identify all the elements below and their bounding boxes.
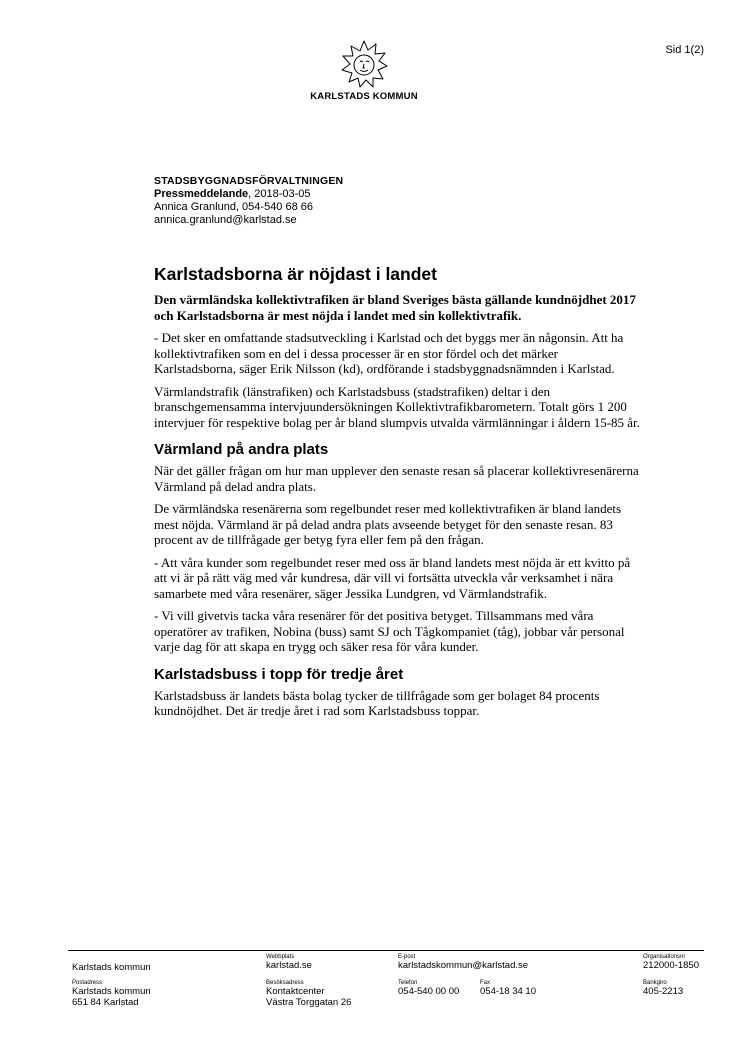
footer-email-label: E-post bbox=[398, 954, 416, 960]
footer-fax-label: Fax bbox=[480, 980, 491, 986]
footer-visit-address bbox=[266, 980, 351, 1008]
footer-postal-line: 651 84 Karlstad bbox=[72, 996, 139, 1008]
section-heading: Värmland på andra plats bbox=[154, 441, 329, 458]
paragraph: Karlstadsbuss är landets bästa bolag tycker de tillfrågade som ger bolaget 84 procents kundnöjdhet. Det är tredje året i rad som Karlstadsbuss toppar. bbox=[154, 687, 600, 718]
contact-email: annica.granlund@karlstad.se bbox=[154, 214, 297, 226]
paragraph: - Att våra kunder som regelbundet reser med oss är bland landets mest nöjda är ett kvitto på att vi är på rätt väg med vår kundresa, där vill vi fortsätta utveckla vår verksamhet i nära samarbete med våra resenärer, säger Jessika Lundgren, vd Värmlandstrafik. bbox=[154, 554, 631, 601]
footer-divider bbox=[68, 950, 704, 951]
section-heading: Karlstadsbuss i topp för tredje året bbox=[154, 665, 404, 683]
article-title: Karlstadsborna är nöjdast i landet bbox=[154, 264, 437, 284]
footer-org-number bbox=[643, 954, 699, 972]
footer-fax-value: 054-18 34 10 bbox=[480, 986, 536, 997]
footer-org-value: Karlstads kommun bbox=[72, 962, 151, 973]
department-name: STADSBYGGNADSFÖRVALTNINGEN bbox=[154, 175, 344, 187]
footer-email bbox=[398, 954, 528, 972]
press-release-line bbox=[154, 188, 574, 201]
footer-phone-label: Telefon bbox=[398, 980, 418, 986]
paragraph: De värmländska resenärerna som regelbundet reser med kollektivtrafiken är bland landets mest nöjda. Värmland är på delad andra plats avseende betyget för den senaste resan. 83 procent av de tillfrågade ger betyg fyra eller fem på den frågan. bbox=[154, 501, 622, 547]
footer-email-value: karlstadskommun@karlstad.se bbox=[398, 960, 529, 971]
press-date: , 2018-03-05 bbox=[248, 188, 311, 200]
footer-website-label: Webbplats bbox=[266, 954, 295, 960]
press-label: Pressmeddelande bbox=[154, 188, 249, 200]
footer-website-value: karlstad.se bbox=[266, 960, 312, 971]
footer-postal-address bbox=[72, 980, 151, 1008]
footer-phone bbox=[398, 980, 459, 998]
article-body bbox=[154, 262, 640, 726]
footer-bankgiro-value: 405-2213 bbox=[643, 986, 684, 997]
footer-org-number-value: 212000-1850 bbox=[643, 960, 699, 971]
footer-postal-label: Postadress bbox=[72, 980, 103, 986]
page-number: Sid 1(2) bbox=[665, 44, 704, 56]
footer-visit-label: Besöksadress bbox=[266, 980, 304, 986]
logo-text: KARLSTADS KOMMUN bbox=[310, 91, 418, 102]
footer-visit-line: Västra Torggatan 26 bbox=[266, 996, 352, 1008]
paragraph: - Vi vill givetvis tacka våra resenärer för det positiva betyget. Tillsammans med våra operatörer av trafiken, Nobina (buss) samt SJ och Tågkompaniet (tåg), jobbar vår personal varje dag för att skapa en trygg och säker resa för våra kunder. bbox=[154, 608, 625, 654]
footer-postal-line: Karlstads kommun bbox=[72, 986, 151, 997]
footer-website bbox=[266, 954, 312, 972]
footer-org-number-label: Organisationsnr bbox=[643, 954, 686, 960]
footer-bankgiro bbox=[643, 980, 683, 998]
article-lead: Den värmländska kollektivtrafiken är bland Sveriges bästa gällande kundnöjdhet 2017 och Karlstadsborna är mest nöjda i landet med sin kollektivtrafik. bbox=[154, 292, 636, 323]
paragraph: Värmlandstrafik (länstrafiken) och Karlstadsbuss (stadstrafiken) deltar i den branschgemensamma intervjuundersökningen Kollektivtrafikbarometern. Totalt görs 1 200 intervjuer för respektive bolag per år bland slumpvis utvalda värmlänningar i åldern 15-85 år. bbox=[154, 383, 640, 430]
contact-person: Annica Granlund, 054-540 68 66 bbox=[154, 201, 314, 213]
footer-bankgiro-label: Bankgiro bbox=[643, 980, 667, 986]
footer-phone-value: 054-540 00 00 bbox=[398, 986, 460, 997]
paragraph: - Det sker en omfattande stadsutveckling i Karlstad och det byggs mer än någonsin. Att ha kollektivtrafiken som en del i dessa processer är en stor fördel och det märker Karlstadsborna, säger Erik Nilsson (kd), ordförande i stadsbyggnadsnämnden i Karlstad. bbox=[154, 330, 624, 376]
sun-face-icon bbox=[340, 40, 388, 88]
municipality-logo bbox=[284, 40, 444, 102]
paragraph: När det gäller frågan om hur man upplever den senaste resan så placerar kollektivresenärerna Värmland på delad andra plats. bbox=[154, 463, 639, 494]
footer-fax bbox=[480, 980, 536, 998]
footer-org-name bbox=[72, 963, 151, 974]
sender-block bbox=[154, 175, 574, 227]
footer-visit-line: Kontaktcenter bbox=[266, 986, 325, 997]
